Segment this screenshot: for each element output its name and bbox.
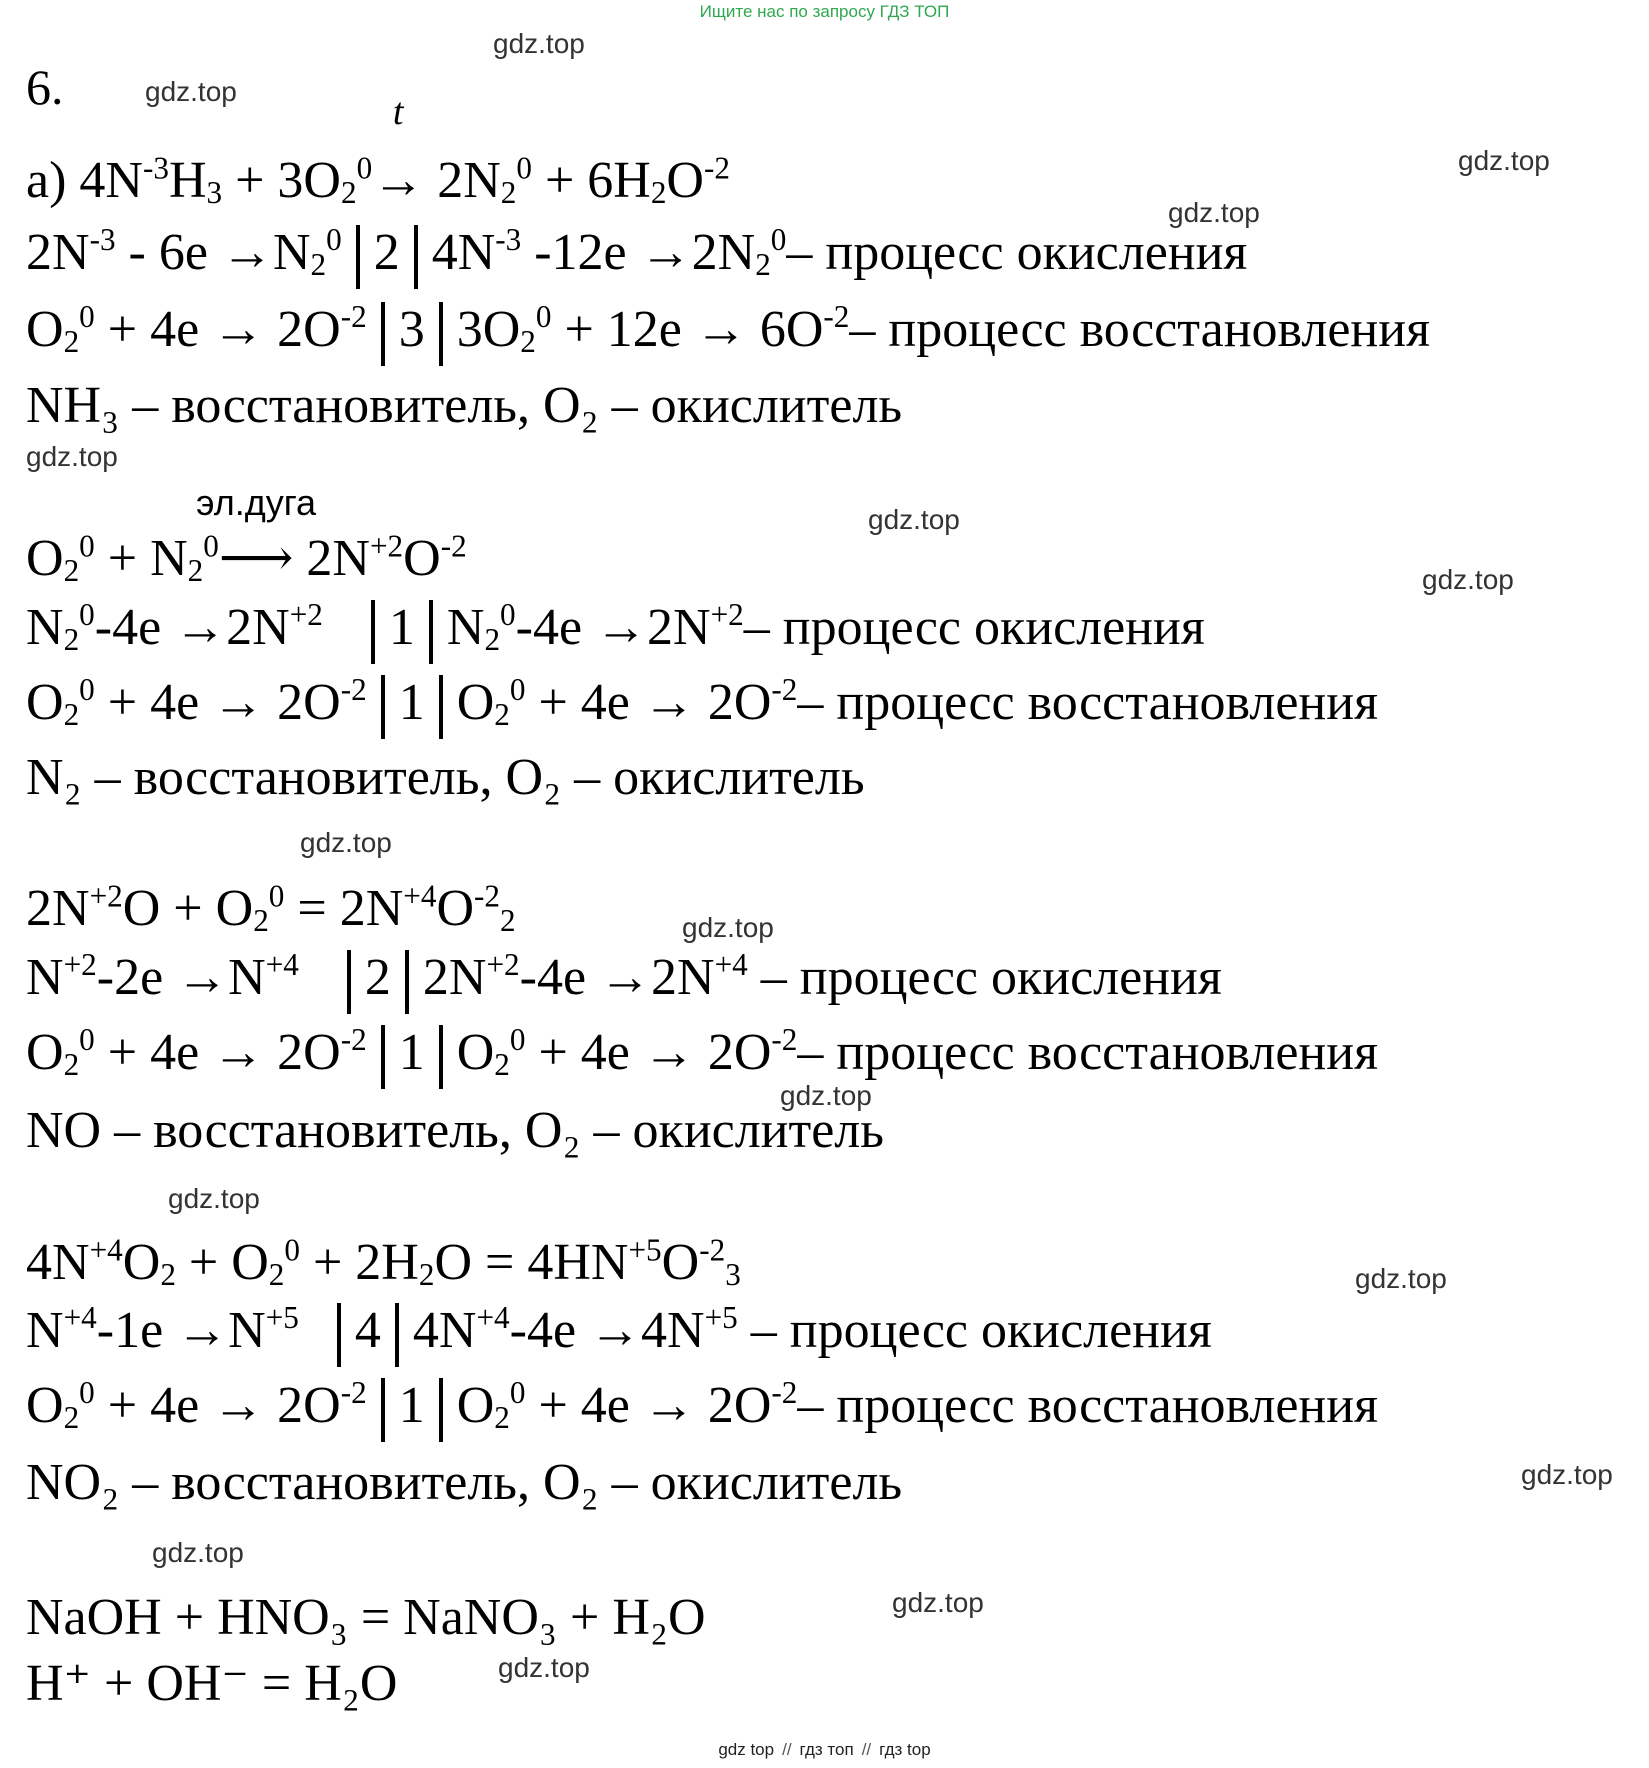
watermark: gdz.top (498, 1652, 590, 1683)
watermark: gdz.top (1168, 197, 1260, 228)
watermark: gdz.top (892, 1587, 984, 1618)
watermark: gdz.top (1422, 564, 1514, 595)
watermark: gdz.top (152, 1537, 244, 1568)
equation-d: $4N^{+4}O_2 + O_2^0 + 2H_2O = 4HN^{+5}O^{-2}_3$ (26, 1232, 741, 1293)
half-reaction-oxidation-b: $N_2^0-4e \to 2N^{+2}$ 1 $N_2^0-4e \to 2N^{+2}-$ процесс окисления (26, 600, 1205, 664)
watermark: gdz.top (26, 441, 118, 472)
footer-link[interactable]: гдз top (879, 1740, 931, 1759)
roles-d: NO₂ – восстановитель, O₂ – окислитель (26, 1454, 903, 1511)
watermark: gdz.top (145, 76, 237, 107)
equation-a: а) $4N^{-3}H_3 + 3O_2^0\to$ t $2N_2^0 + 6H_2O^{-2}$ (26, 91, 730, 211)
watermark: gdz.top (868, 504, 960, 535)
half-reaction-reduction-a: $O_2^0 + 4e \to 2O^{-2}$ 3 $3O_2^0 + 12e \to 6O^{-2}-$ процесс восстановления (26, 302, 1430, 366)
watermark: gdz.top (493, 28, 585, 59)
watermark: gdz.top (1521, 1459, 1613, 1490)
condition-electric-arc: эл.дуга (196, 482, 317, 523)
roles-c: NO – восстановитель, O₂ – окислитель (26, 1102, 884, 1159)
watermark: gdz.top (1355, 1263, 1447, 1294)
watermark: gdz.top (300, 827, 392, 858)
equation-e-ionic: H⁺ + OH⁻ = H₂O (26, 1655, 398, 1712)
half-reaction-reduction-c: $O_2^0 + 4e \to 2O^{-2}$ 1 $O_2^0 + 4e \to 2O^{-2}-$ процесс восстановления (26, 1025, 1378, 1089)
watermark: gdz.top (780, 1080, 872, 1111)
condition-temperature: t (392, 91, 404, 133)
half-reaction-reduction-b: $O_2^0 + 4e \to 2O^{-2}$ 1 $O_2^0 + 4e \to 2O^{-2}-$ процесс восстановления (26, 675, 1378, 739)
top-banner[interactable]: Ищите нас по запросу ГДЗ ТОП (699, 2, 950, 21)
footer-link[interactable]: gdz top (718, 1740, 775, 1759)
watermark: gdz.top (1458, 145, 1550, 176)
roles-b: N₂ – восстановитель, O₂ – окислитель (26, 749, 865, 806)
equation-c: $2N^{+2}O + O_2^0 = 2N^{+4}O^{-2}_2$ (26, 878, 516, 939)
watermark: gdz.top (682, 912, 774, 943)
footer-links: gdz top // гдз топ // гдз top (718, 1740, 931, 1759)
roles-a: NH₃ – восстановитель, O₂ – окислитель (26, 377, 903, 434)
half-reaction-oxidation-c: $N^{+2}-2e \to N^{+4}$ 2 $2N^{+2}-4e \to 2N^{+4}$ – процесс окисления (26, 950, 1222, 1014)
equation-b: $O_2^0$ + $N_2^0⟶$ эл.дуга $2N^{+2}O^{-2}$ (26, 482, 467, 589)
half-reaction-oxidation-a: $2N^{-3} - 6e \to N_2^0$ 2 $4N^{-3}$ $-12e \to 2N_2^0-$ процесс окисления (26, 225, 1247, 289)
footer-link[interactable]: гдз топ (799, 1740, 854, 1759)
equation-e-molecular: NaOH + HNO₃ = NaNO₃ + H₂O (26, 1589, 706, 1646)
task-number: 6. (26, 59, 64, 115)
watermark: gdz.top (168, 1183, 260, 1214)
half-reaction-oxidation-d: $N^{+4}-1e \to N^{+5}$ 4 $4N^{+4}-4e \to 4N^{+5}$ – процесс окисления (26, 1303, 1212, 1367)
half-reaction-reduction-d: $O_2^0 + 4e \to 2O^{-2}$ 1 $O_2^0 + 4e \to 2O^{-2}-$ процесс восстановления (26, 1378, 1378, 1442)
